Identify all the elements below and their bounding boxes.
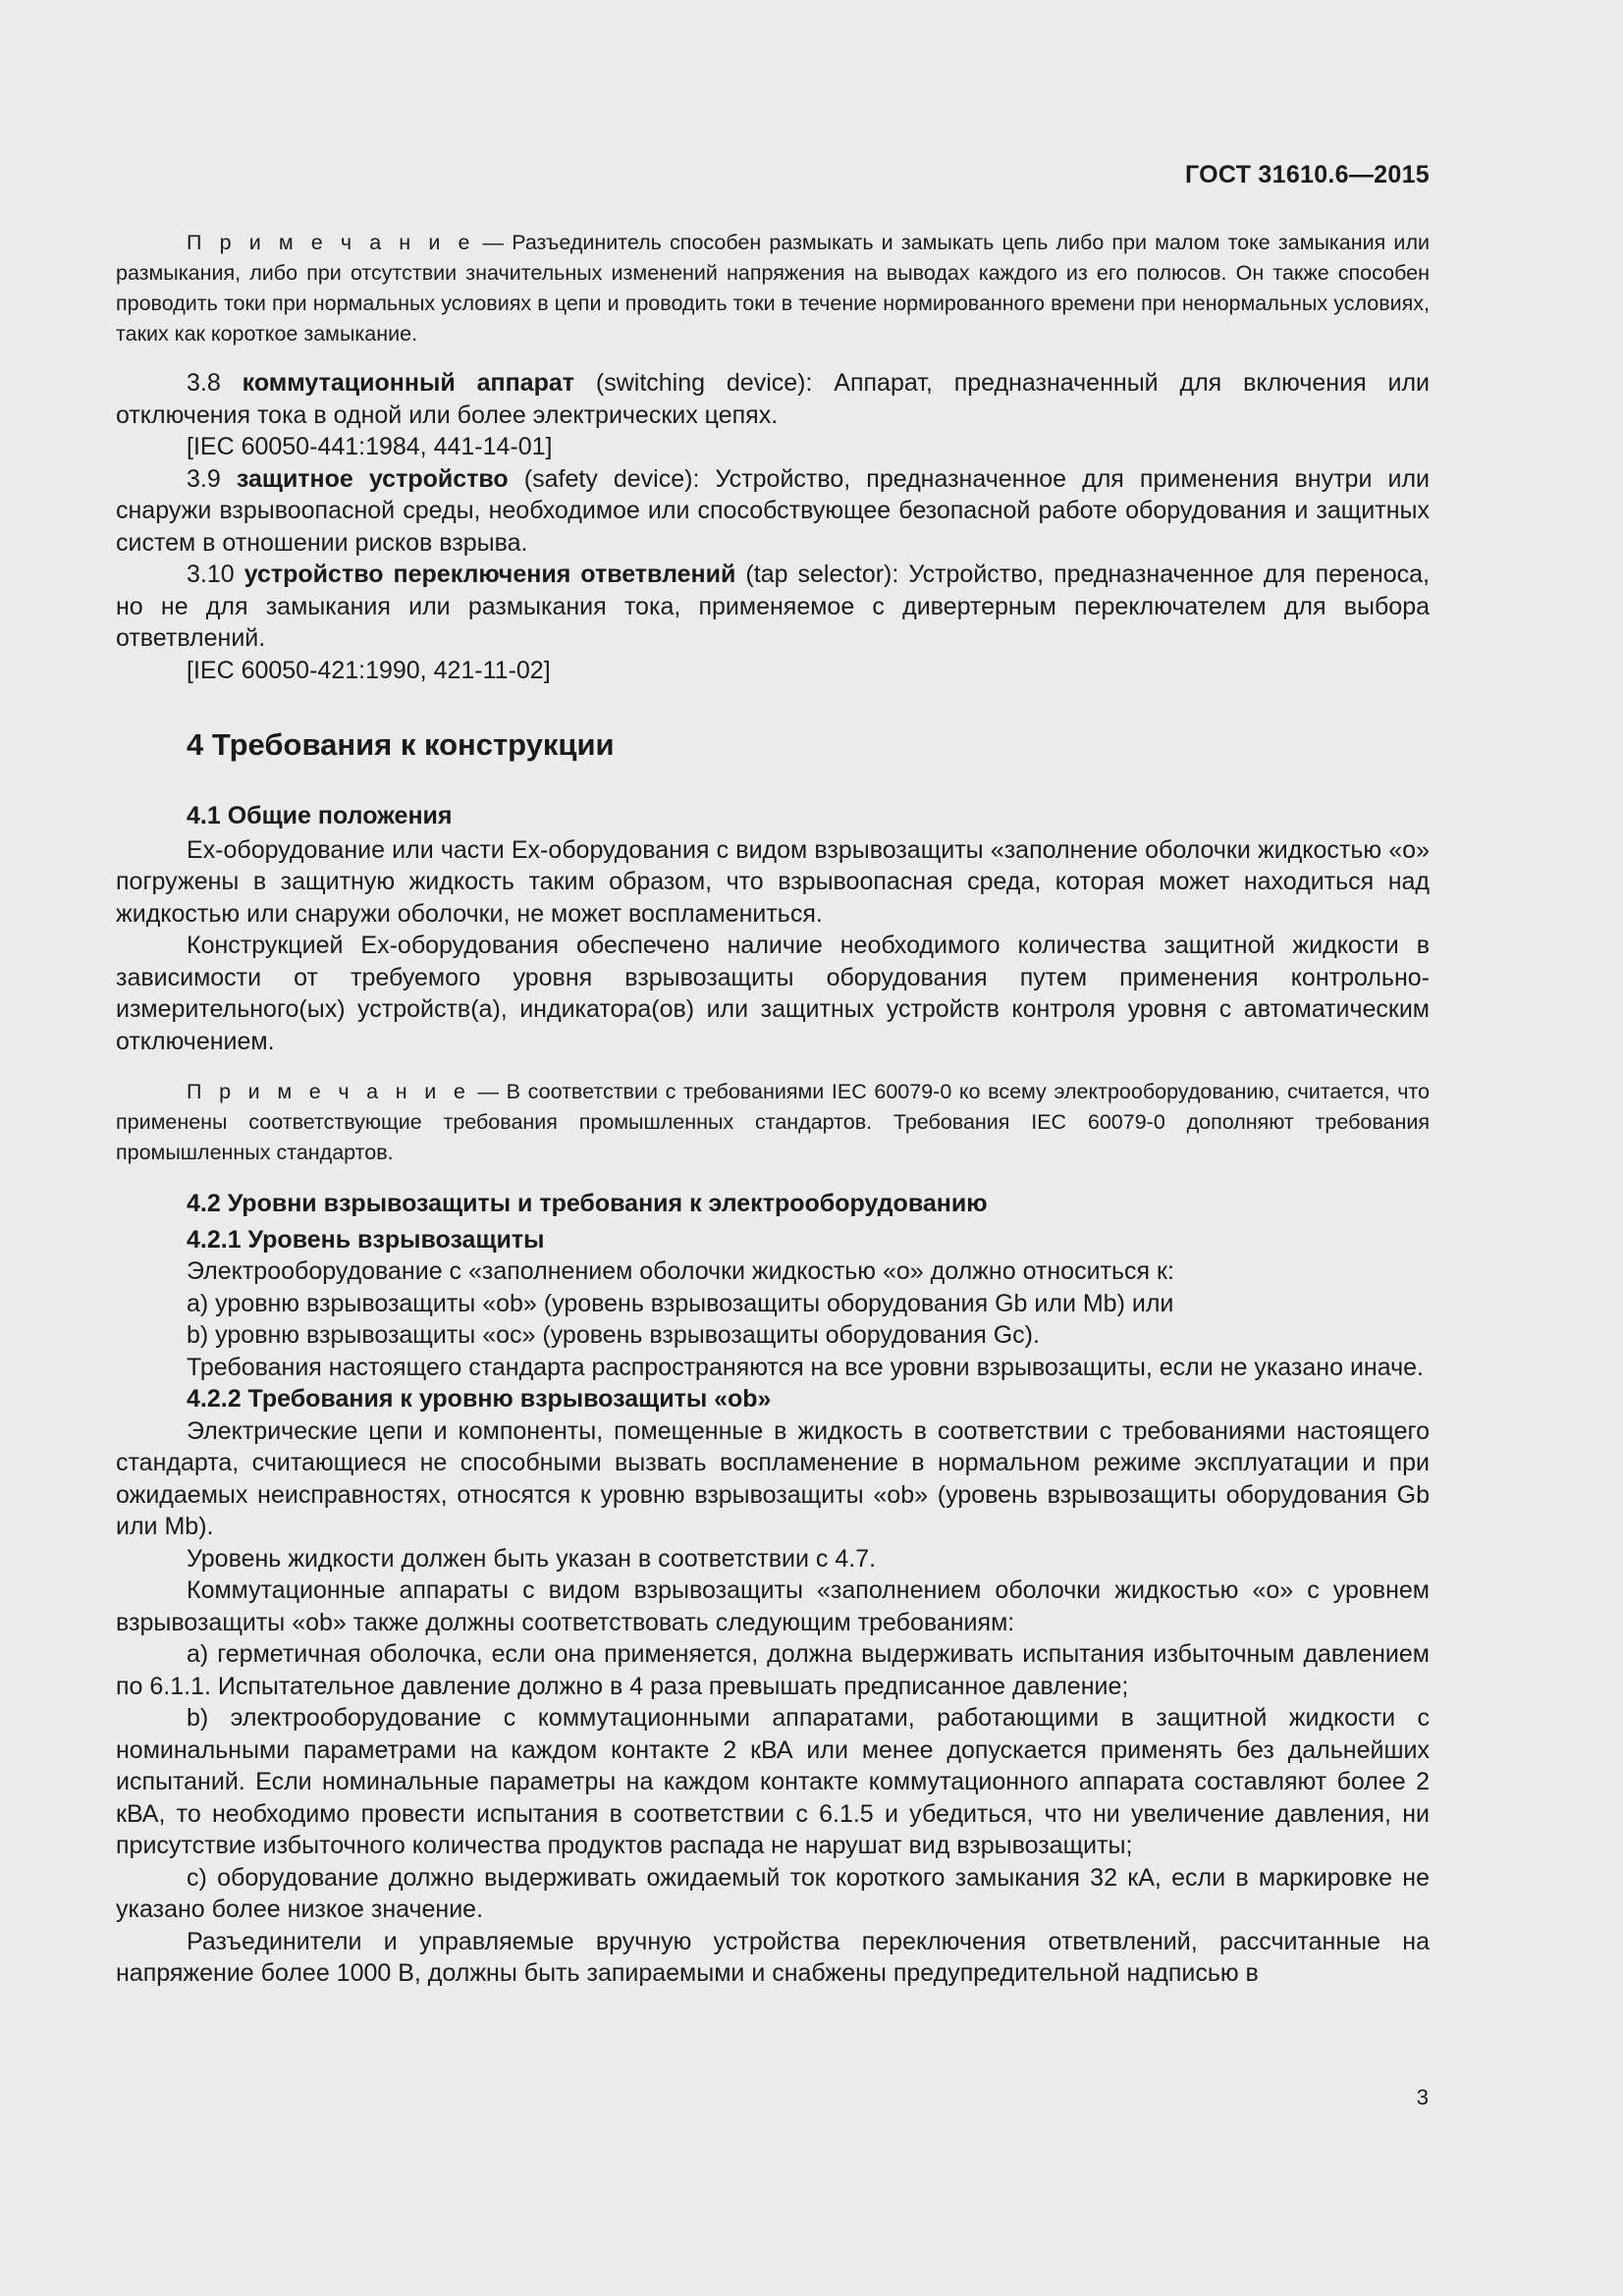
note-label: П р и м е ч а н и е bbox=[187, 1080, 470, 1103]
paragraph: Коммутационные аппараты с видом взрывозащиты «заполнением оболочки жидкостью «о» с уровнем взрывозащиты «ob» также должны соответствовать следующим требованиям: bbox=[116, 1576, 1430, 1636]
note-label: П р и м е ч а н и е bbox=[187, 231, 475, 254]
page-content bbox=[116, 228, 1430, 1990]
list-item: a) уровню взрывозащиты «ob» (уровень взрывозащиты оборудования Gb или Mb) или bbox=[187, 1289, 1174, 1317]
document-header: ГОСТ 31610.6—2015 bbox=[1184, 161, 1430, 188]
note-text: — В соответствии с требованиями IEC 60079-0 ко всему электрооборудованию, считается, что применены соответствующие требования промышленных стандартов. Требования IEC 60079-0 дополняют требования промышленных стандартов. bbox=[116, 1080, 1430, 1164]
definition-text: (safety device): Устройство, предназначенное для применения внутри или снаружи взрывоопасной среды, необходимое или способствующее безопасной работе оборудования и защитных систем в отношении рисков взрыва. bbox=[116, 464, 1430, 557]
paragraph: Ex-оборудование или части Ex-оборудования с видом взрывозащиты «заполнение оболочки жидкостью «о» погружены в защитную жидкость таким образом, что взрывоопасная среда, которая может находиться над жидкостью или снаружи оболочки, не может воспламениться. bbox=[116, 835, 1430, 928]
definition-text: (tap selector): Устройство, предназначенное для переноса, но не для замыкания или размыкания тока, применяемое с дивертерным переключателем для выбора ответвлений. bbox=[116, 561, 1430, 652]
section-heading: 4 Требования к конструкции bbox=[187, 727, 615, 762]
definition-term: коммутационный аппарат bbox=[242, 369, 575, 397]
paragraph: Конструкцией Ex-оборудования обеспечено наличие необходимого количества защитной жидкости в зависимости от требуемого уровня взрывозащиты оборудования путем применения контрольно-измерительного(ых) устройств(а), индикатора(ов) или защитных устройств контроля уровня с автоматическим отключением. bbox=[116, 932, 1430, 1055]
subsection-heading: 4.2 Уровни взрывозащиты и требования к электрооборудованию bbox=[187, 1190, 988, 1217]
paragraph: Требования настоящего стандарта распространяются на все уровни взрывозащиты, если не указано иначе. bbox=[187, 1353, 1424, 1381]
subsubsection-heading: 4.2.2 Требования к уровню взрывозащиты «ob» bbox=[187, 1385, 772, 1413]
note-text: — Разъединитель способен размыкать и замыкать цепь либо при малом токе замыкания или размыкания, либо при отсутствии значительных изменений напряжения на выводах каждого из его полюсов. Он также способен проводить токи при нормальных условиях в цепи и проводить токи в течение нормированного времени при ненормальных условиях, таких как короткое замыкание. bbox=[116, 231, 1430, 346]
list-item: b) уровню взрывозащиты «ос» (уровень взрывозащиты оборудования Gc). bbox=[187, 1321, 1040, 1349]
definition-3-10 bbox=[116, 559, 1430, 655]
definition-term: защитное устройство bbox=[236, 464, 509, 493]
definition-3-9 bbox=[116, 463, 1430, 560]
list-item: a) герметичная оболочка, если она применяется, должна выдерживать испытания избыточным давлением по 6.1.1. Испытательное давление должно в 4 раза превышать предписанное давление; bbox=[116, 1640, 1430, 1700]
definition-reference: [IEC 60050-441:1984, 441-14-01] bbox=[187, 433, 553, 460]
paragraph: Уровень жидкости должен быть указан в соответствии с 4.7. bbox=[187, 1544, 877, 1573]
definition-text: (switching device): Аппарат, предназначенный для включения или отключения тока в одной или более электрических цепях. bbox=[116, 369, 1430, 429]
list-item: c) оборудование должно выдерживать ожидаемый ток короткого замыкания 32 кА, если в маркировке не указано более низкое значение. bbox=[116, 1863, 1430, 1923]
definition-number: 3.9 bbox=[187, 464, 221, 493]
definition-number: 3.8 bbox=[187, 369, 221, 397]
paragraph: Электрооборудование с «заполнением оболочки жидкостью «о» должно относиться к: bbox=[187, 1257, 1174, 1285]
list-item: b) электрооборудование с коммутационными аппаратами, работающими в защитной жидкости с номинальными параметрами на каждом контакте 2 кВА или менее допускается применять без дальнейших испытаний. Если номинальные параметры на каждом контакте коммутационного аппарата составляют более 2 кВА, то необходимо провести испытания в соответствии с 6.1.5 и убедиться, что ни увеличение давления, ни присутствие избыточного количества продуктов распада не нарушат вид взрывозащиты; bbox=[116, 1704, 1430, 1859]
definition-term: устройство переключения ответвлений bbox=[243, 561, 736, 588]
note-iec bbox=[116, 1077, 1430, 1168]
definition-reference: [IEC 60050-421:1990, 421-11-02] bbox=[187, 656, 551, 684]
page-number: 3 bbox=[1416, 2085, 1429, 2109]
definition-number: 3.10 bbox=[187, 561, 235, 588]
definition-3-8 bbox=[116, 367, 1430, 431]
paragraph: Электрические цепи и компоненты, помещенные в жидкость в соответствии с требованиями настоящего стандарта, считающиеся не способными вызвать воспламенение в нормальном режиме эксплуатации и при ожидаемых неисправностях, относятся к уровню взрывозащиты «ob» (уровень взрывозащиты оборудования Gb или Mb). bbox=[116, 1416, 1430, 1540]
subsubsection-heading: 4.2.1 Уровень взрывозащиты bbox=[187, 1225, 545, 1254]
note-disconnector bbox=[116, 228, 1430, 349]
subsection-heading: 4.1 Общие положения bbox=[187, 802, 453, 829]
paragraph: Разъединители и управляемые вручную устройства переключения ответвлений, рассчитанные на напряжение более 1000 В, должны быть запираемыми и снабжены предупредительной надписью в bbox=[116, 1927, 1430, 1987]
